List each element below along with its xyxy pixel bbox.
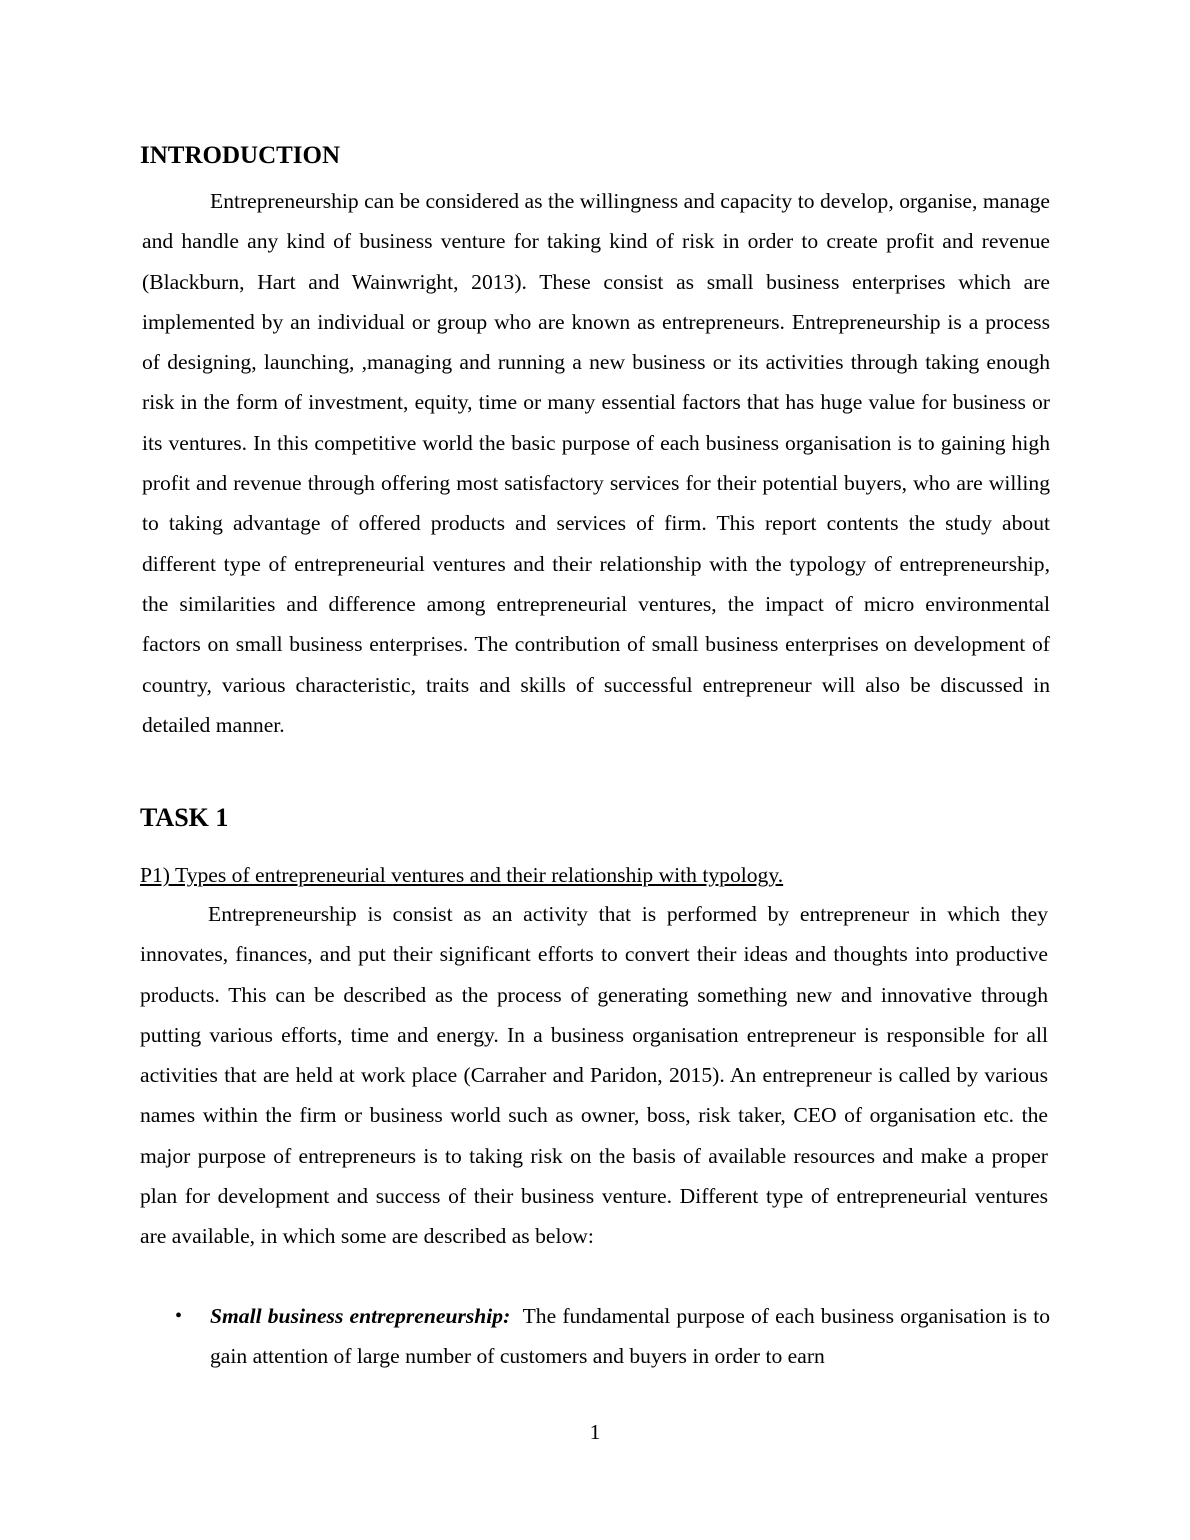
p1-paragraph bbox=[140, 894, 1048, 1257]
introduction-paragraph bbox=[142, 181, 1050, 745]
introduction-paragraph-text: Entrepreneurship can be considered as the willingness and capacity to develop, organise, manage and handle any kind of business venture for taking kind of risk in order to create profit and revenue (Blackburn, Hart and Wainwright, 2013). These consist as small business enterprises which are implemented by an individual or group who are known as entrepreneurs. Entrepreneurship is a process of designing, launching, ,managing and running a new business or its activities through taking enough risk in the form of investment, equity, time or many essential factors that has huge value for business or its ventures. In this competitive world the basic purpose of each business organisation is to gaining high profit and revenue through offering most satisfactory services for their potential buyers, who are willing to taking advantage of offered products and services of firm. This report contents the study about different type of entrepreneurial ventures and their relationship with the typology of entrepreneurship, the similarities and difference among entrepreneurial ventures, the impact of micro environmental factors on small business enterprises. The contribution of small business enterprises on development of country, various characteristic, traits and skills of successful entrepreneur will also be discussed in detailed manner. bbox=[142, 189, 1050, 737]
bullet-icon: • bbox=[175, 1305, 183, 1327]
page-number: 1 bbox=[589, 1420, 601, 1444]
bullet-description: The fundamental purpose of each business organisation is to gain attention of large number of customers and buyers in order to earn bbox=[210, 1304, 1050, 1369]
p1-paragraph-text: Entrepreneurship is consist as an activity that is performed by entrepreneur in which they innovates, finances, and put their significant efforts to convert their ideas and thoughts into productive products. This can be described as the process of generating something new and innovative through putting various efforts, time and energy. In a business organisation entrepreneur is responsible for all activities that are held at work place (Carraher and Paridon, 2015). An entrepreneur is called by various names within the firm or business world such as owner, boss, risk taker, CEO of organisation etc. the major purpose of entrepreneurs is to taking risk on the basis of available resources and make a proper plan for development and success of their business venture. Different type of entrepreneurial ventures are available, in which some are described as below: bbox=[140, 902, 1048, 1249]
bullet-text bbox=[210, 1296, 1050, 1377]
task-1-heading: TASK 1 bbox=[140, 803, 229, 832]
p1-subheading: P1) Types of entrepreneurial ventures and their relationship with typology. bbox=[140, 863, 784, 887]
introduction-heading: INTRODUCTION bbox=[140, 142, 341, 169]
bullet-term: Small business entrepreneurship: bbox=[210, 1304, 511, 1328]
